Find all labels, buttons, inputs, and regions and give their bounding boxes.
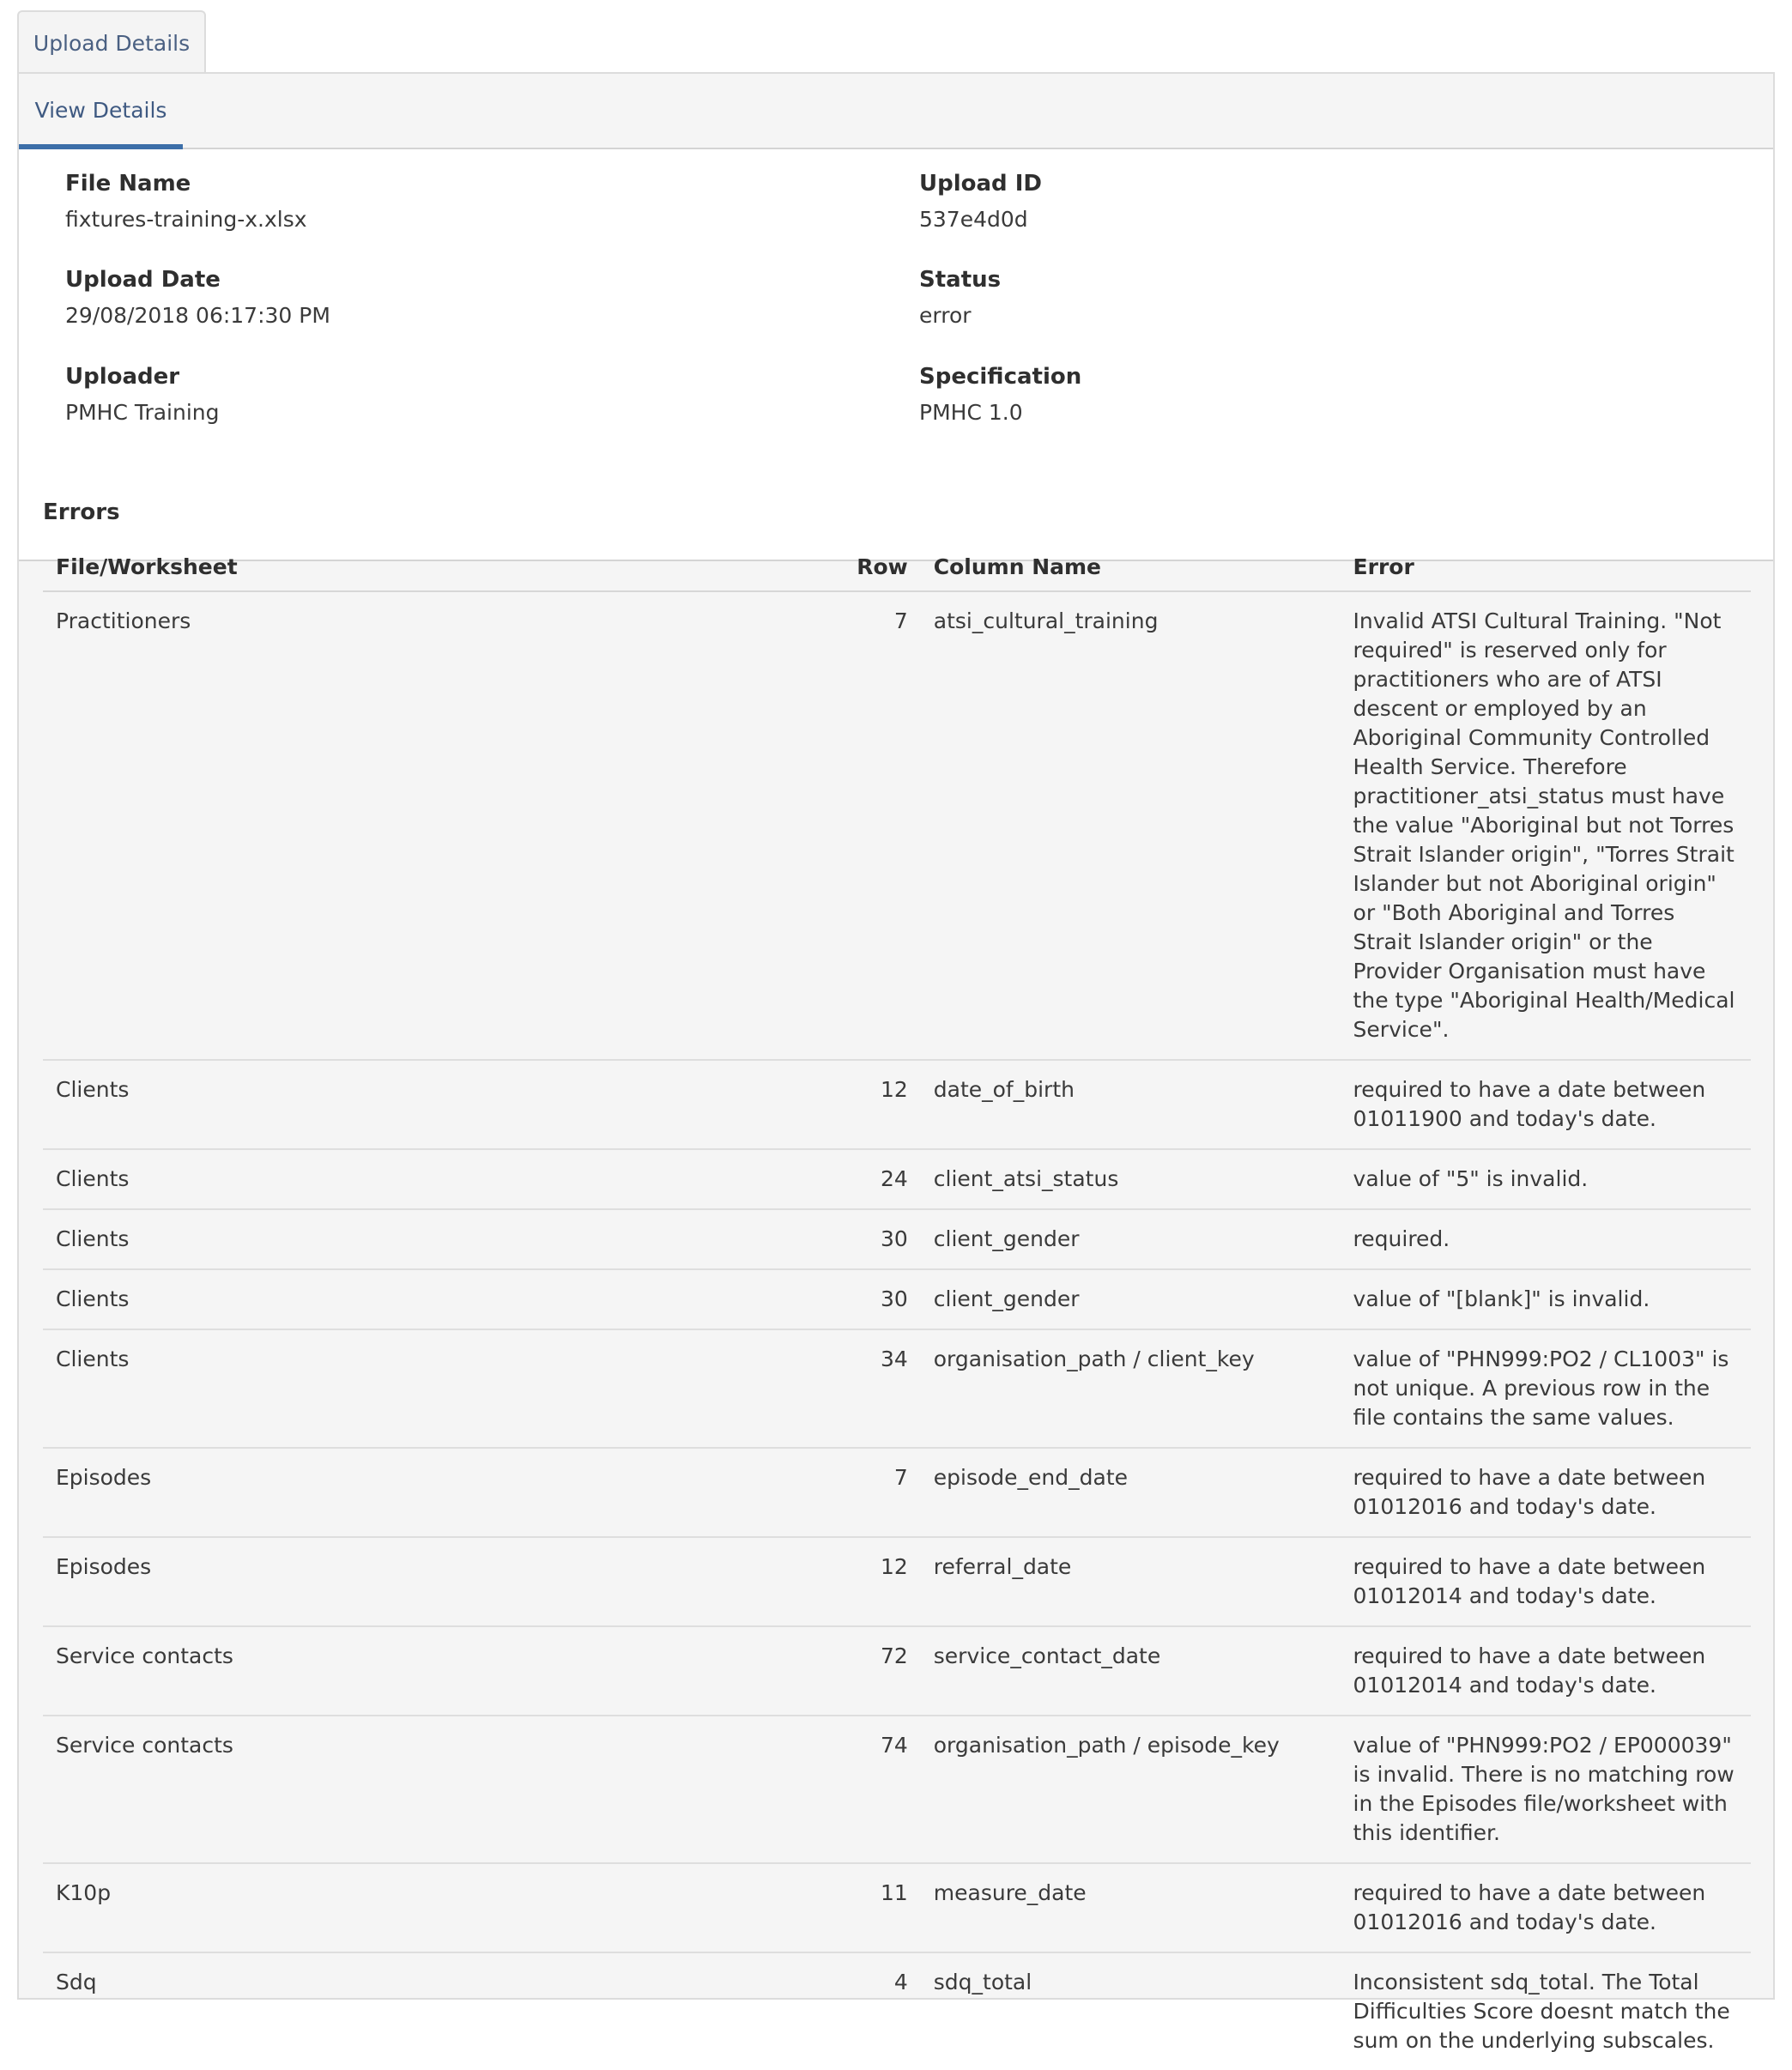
table-row	[43, 1716, 1751, 1863]
cell-row: 34	[835, 1329, 921, 1448]
cell-file: Episodes	[43, 1537, 835, 1626]
cell-file: Clients	[43, 1269, 835, 1329]
upload-date-label: Upload Date	[65, 267, 221, 293]
file-name-field	[65, 168, 838, 235]
errors-heading: Errors	[43, 499, 120, 525]
cell-error: value of "[blank]" is invalid.	[1341, 1269, 1751, 1329]
cell-column-name: client_gender	[921, 1269, 1341, 1329]
cell-error: required to have a date between 01011900 and today's date.	[1341, 1060, 1751, 1149]
upload-details-panel	[17, 72, 1775, 2053]
table-row	[43, 1329, 1751, 1448]
table-row	[43, 591, 1751, 1060]
uploader-value: PMHC Training	[65, 400, 220, 425]
file-name-label: File Name	[65, 171, 191, 197]
tab-upload-details[interactable]: Upload Details	[17, 10, 206, 73]
cell-error: required to have a date between 01012016 and today's date.	[1341, 1448, 1751, 1537]
cell-row: 30	[835, 1209, 921, 1269]
cell-row: 72	[835, 1626, 921, 1716]
table-row	[43, 1952, 1751, 2070]
cell-row: 7	[835, 1448, 921, 1537]
column-header-error: Error	[1341, 542, 1751, 591]
table-row	[43, 1149, 1751, 1209]
status-label: Status	[919, 267, 1002, 293]
upload-id-label: Upload ID	[919, 171, 1042, 197]
cell-row: 12	[835, 1537, 921, 1626]
specification-label: Specification	[919, 364, 1082, 390]
table-row	[43, 1448, 1751, 1537]
upload-id-field	[919, 168, 1692, 235]
cell-error: value of "PHN999:PO2 / EP000039" is invalid. There is no matching row in the Episodes file/worksheet with this identifier.	[1341, 1716, 1751, 1863]
table-row	[43, 1060, 1751, 1149]
cell-column-name: date_of_birth	[921, 1060, 1341, 1149]
cell-file: Sdq	[56, 1970, 97, 1994]
table-row	[43, 1863, 1751, 1952]
status-field	[919, 264, 1692, 331]
cell-row: 30	[835, 1269, 921, 1329]
cell-row: 74	[835, 1716, 921, 1863]
cell-error: required.	[1341, 1209, 1751, 1269]
cell-file: Clients	[43, 1209, 835, 1269]
upload-date-value: 29/08/2018 06:17:30 PM	[65, 303, 330, 328]
cell-column-name: client_gender	[921, 1209, 1341, 1269]
cell-row: 11	[835, 1863, 921, 1952]
errors-table-header	[43, 542, 1751, 591]
column-header-row: Row	[835, 542, 921, 591]
table-row	[43, 1269, 1751, 1329]
cell-row: 12	[835, 1060, 921, 1149]
column-header-file: File/Worksheet	[43, 542, 835, 591]
errors-table	[43, 542, 1751, 2070]
uploader-label: Uploader	[65, 364, 180, 390]
cell-file: Practitioners	[43, 591, 835, 1060]
cell-file: Episodes	[43, 1448, 835, 1537]
specification-value: PMHC 1.0	[919, 400, 1023, 425]
cell-file: Clients	[43, 1060, 835, 1149]
cell-column-name: sdq_total	[933, 1970, 1032, 1994]
column-header-column-name: Column Name	[921, 542, 1341, 591]
cell-column-name: organisation_path / episode_key	[921, 1716, 1341, 1863]
subtab-bar	[19, 74, 1773, 149]
cell-column-name: organisation_path / client_key	[921, 1329, 1341, 1448]
cell-column-name: episode_end_date	[921, 1448, 1341, 1537]
table-row	[43, 1209, 1751, 1269]
status-value: error	[919, 303, 972, 328]
cell-column-name: service_contact_date	[921, 1626, 1341, 1716]
cell-column-name: client_atsi_status	[921, 1149, 1341, 1209]
specification-field	[919, 361, 1692, 428]
cell-file: Clients	[43, 1329, 835, 1448]
cell-error: Inconsistent sdq_total. The Total Difficulties Score doesnt match the sum on the underlying subscales.	[1353, 1970, 1730, 2053]
cell-error: value of "PHN999:PO2 / CL1003" is not unique. A previous row in the file contains the same values.	[1341, 1329, 1751, 1448]
cell-row: 7	[835, 591, 921, 1060]
upload-date-field	[65, 264, 838, 331]
cell-column-name: referral_date	[921, 1537, 1341, 1626]
cell-error: required to have a date between 01012014 and today's date.	[1341, 1626, 1751, 1716]
table-row	[43, 1537, 1751, 1626]
cell-file: K10p	[43, 1863, 835, 1952]
cell-column-name: atsi_cultural_training	[921, 591, 1341, 1060]
cell-error: Invalid ATSI Cultural Training. "Not required" is reserved only for practitioners who are of ATSI descent or employed by an Aboriginal Community Controlled Health Service. Therefore practitioner_atsi_status must have the value "Aboriginal but not Torres Strait Islander origin", "Torres Strait Islander but not Aboriginal origin" or "Both Aboriginal and Torres Strait Islander origin" or the Provider Organisation must have the type "Aboriginal Health/Medical Service".	[1341, 591, 1751, 1060]
cell-column-name: measure_date	[921, 1863, 1341, 1952]
cell-row: 24	[835, 1149, 921, 1209]
cell-file: Service contacts	[43, 1626, 835, 1716]
cell-file: Clients	[43, 1149, 835, 1209]
cell-error: required to have a date between 01012014 and today's date.	[1341, 1537, 1751, 1626]
cell-error: required to have a date between 01012016 and today's date.	[1341, 1863, 1751, 1952]
cell-file: Service contacts	[43, 1716, 835, 1863]
upload-id-value: 537e4d0d	[919, 207, 1028, 232]
cell-row: 4	[893, 1970, 908, 1994]
uploader-field	[65, 361, 838, 428]
tab-view-details[interactable]: View Details	[19, 74, 183, 149]
cell-error: value of "5" is invalid.	[1341, 1149, 1751, 1209]
file-name-value: fixtures-training-x.xlsx	[65, 207, 307, 232]
table-row	[43, 1626, 1751, 1716]
upload-details-section	[19, 149, 1773, 561]
